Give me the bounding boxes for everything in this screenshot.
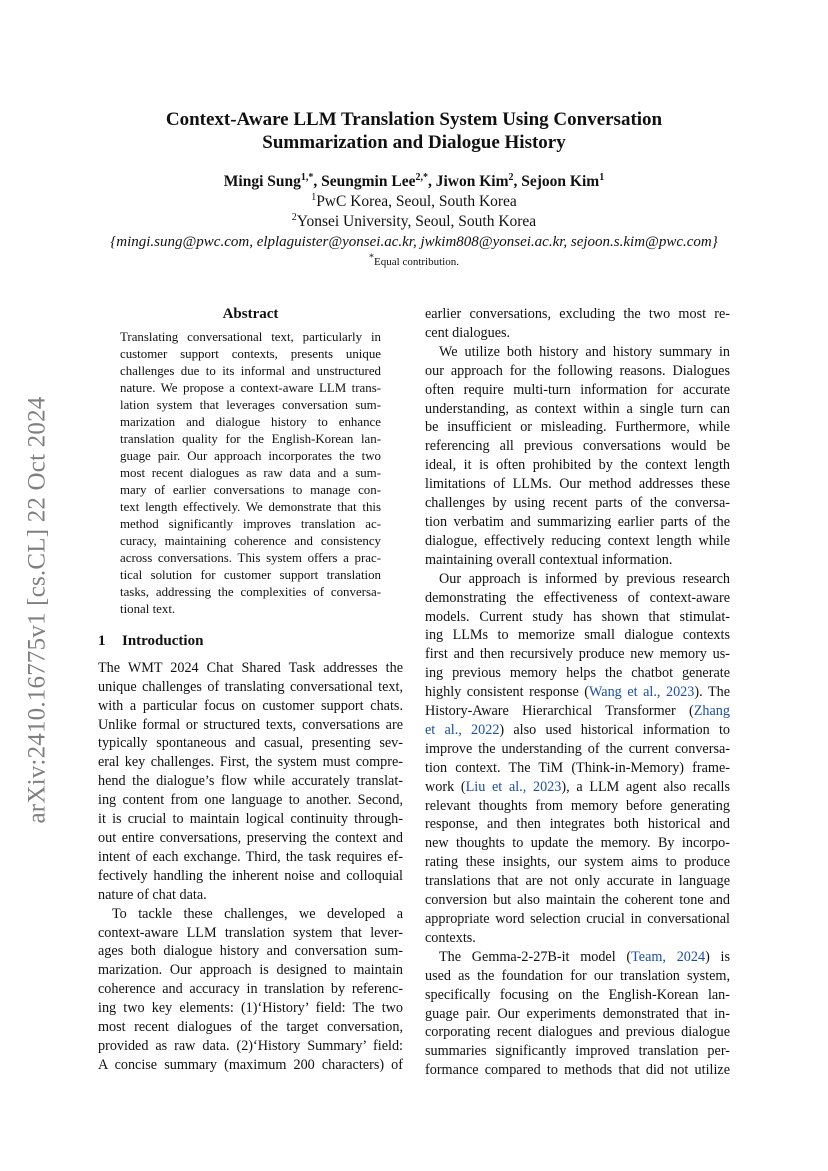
text-line: rating these insights, our system aims to produce [425,854,730,871]
text-line: marization and dialogue history to enhance [120,414,381,429]
text-line: The WMT 2024 Chat Shared Task addresses the [98,659,403,676]
text-line: tion context. The TiM (Think-in-Memory) frame- [425,759,730,776]
text-line: curacy, maintaining coherence and consistency [120,533,381,548]
text-line: translation quality for the English-Korean lan- [120,431,381,446]
text-line: highly consistent response (Wang et al., 2023). The [425,684,730,701]
paragraph [98,659,403,905]
text-line: lation system that leverages conversation sum- [120,397,381,412]
text-line: improve the understanding of the current conversa- [425,740,730,757]
abstract-heading: Abstract [222,306,279,322]
section-title: Introduction [122,632,204,649]
text-line: nature of chat data. [98,886,207,903]
text-line: ing previous memory helps the chatbot generate [425,665,730,682]
text-line: across conversations. This system offers a prac- [120,550,381,565]
text-line: limitations of LLMs. Our method addresses these [425,476,730,493]
right-column [425,305,730,1080]
text-line: demonstrating the effectiveness of context-aware [425,589,730,606]
text-line: method significantly improves translation ac- [120,516,381,531]
paragraph [425,570,730,948]
left-column [98,305,403,1075]
section-number: 1 [98,632,106,649]
affiliation-2: $^2$Yonsei University, Seoul, South Korea [291,211,537,230]
text-line: fectively handling the inherent noise and colloquial [98,867,403,884]
text-line: summaries significantly improved translation per- [425,1043,730,1060]
text-line: tional text. [120,601,176,616]
text-line: provided as raw data. (2)‘History Summary’ field: [98,1037,403,1054]
text-line: tical solution for customer support translation [120,567,381,582]
text-line: Translating conversational text, particularly in [120,329,381,344]
text-line: response, and then integrates both historical and [425,816,730,833]
text-line: We utilize both history and history summary in [439,343,730,360]
text-line: understanding, as context within a single turn can [425,400,730,417]
text-line: work (Liu et al., 2023), a LLM agent also recalls [425,778,730,795]
text-line: hend the dialogue’s flow while accurately translat- [98,773,403,790]
text-line: ideal, it is often prohibited by the context length [425,457,730,474]
text-line: mary of earlier conversations to manage con- [120,482,381,497]
paragraph [425,343,730,570]
text-line: unique challenges of translating conversational text, [98,678,403,695]
text-line: specifically focusing on the English-Korean lan- [425,986,730,1003]
title-line: Context-Aware LLM Translation System Using Conversation [165,109,663,130]
text-line: first and then recursively produce new memory us- [425,646,730,663]
text-line: intent of each exchange. Third, the task requires ef- [98,848,403,865]
text-line: models. Current study has shown that stimulat- [425,608,730,625]
text-line: earlier conversations, excluding the two most re- [425,306,730,322]
citation-link[interactable]: Team, 2024 [631,948,706,965]
text-line: referencing all previous conversations would be [425,438,730,455]
text-line: text length effectively. We demonstrate that this [120,499,381,514]
text-line: be insufficient or misleading. Furthermore, while [425,419,730,436]
text-line: formance compared to methods that did not utilize [425,1062,730,1079]
text-line: challenges due to its informal and unstructured [120,363,381,378]
text-line: et al., 2022) also used historical information to [425,721,730,738]
text-line: ages both dialogue history and conversation sum- [98,943,403,960]
text-line: Our approach is informed by previous research [439,570,730,587]
text-line: The Gemma-2-27B-it model (Team, 2024) is [439,948,730,965]
citation-link[interactable]: Wang et al., 2023 [589,684,695,701]
text-line: relevant thoughts from memory before generating [425,797,730,814]
text-line: guage pair. Our approach incorporates the two [120,448,381,463]
text-line: context-aware LLM translation system that lever- [98,924,403,941]
text-line: corporating recent dialogues and previous dialogue [425,1024,730,1041]
author-emails[interactable]: {mingi.sung@pwc.com, elplaguister@yonsei.ac.kr, jwkim808@yonsei.ac.kr, sejoon.s.kim@pwc.com} [110,234,718,250]
author-block [60,172,768,270]
text-line: conversion but also maintain the coherent tone and [425,892,730,909]
paragraph [425,948,730,1080]
text-line: dialogue, effectively reducing context length while [425,532,730,549]
text-line: To tackle these challenges, we developed a [112,905,403,922]
text-line: out entire conversations, preserving the context and [98,829,403,846]
citation-link[interactable]: Zhang [693,703,730,720]
text-line: tasks, addressing the complexities of conversa- [120,584,381,599]
text-line: with a particular focus on customer support chats. [98,697,403,714]
text-line: A concise summary (maximum 200 characters) of [98,1056,403,1073]
citation-link[interactable]: et al., 2022 [425,721,500,738]
author-names: Mingi Sung$^{1,*}$, Seungmin Lee$^{2,*}$, Jiwon Kim$^2$, Sejoon Kim$^1$ [223,171,605,190]
citation-link[interactable]: Liu et al., 2023 [465,778,562,795]
text-line: customer support contexts, presents unique [120,346,381,361]
text-line: guage pair. Our experiments demonstrated that in- [425,1005,730,1022]
text-line: maintaining overall contextual information. [425,551,673,568]
text-line: tion verbatim and summarizing earlier parts of the [425,513,730,530]
equal-contribution-note: *Equal contribution. [369,252,459,268]
text-line: new thoughts to update the memory. By incorpo- [425,835,730,852]
text-line: eral key challenges. First, the system must compre- [98,754,403,771]
title-line: Summarization and Dialogue History [262,132,566,153]
text-line: cent dialogues. [425,324,511,341]
text-line: contexts. [425,929,476,946]
text-line: translations that are not only accurate in language [425,873,730,890]
text-line: typically spontaneous and casual, presenting sev- [98,735,403,752]
text-line: History-Aware Hierarchical Transformer (Zhang [425,703,730,720]
text-line: used as the foundation for our translation system, [425,967,730,984]
text-line: often require multi-turn information for accurate [425,381,730,398]
paper-title [100,108,728,154]
text-line: marization. Our approach is designed to maintain [98,962,403,979]
paragraph [425,305,730,343]
text-line: ing LLMs to memorize small dialogue contexts [425,627,730,644]
text-line: nature. We propose a context-aware LLM trans- [120,380,381,395]
paragraph [98,905,403,1075]
text-line: coherence and accuracy in translation by referenc- [98,981,403,998]
text-line: appropriate word selection crucial in conversational [425,911,730,927]
abstract-text [120,329,381,618]
text-line: Unlike formal or structured texts, conversations are [98,716,403,733]
section-heading-introduction [98,632,403,651]
affiliation-1: $^1$PwC Korea, Seoul, South Korea [311,191,517,210]
text-line: most recent dialogues as raw data and a sum- [120,465,381,480]
text-line: it is crucial to maintain logical continuity through- [98,811,403,828]
text-line: ing content from one language to another. Second, [98,792,403,809]
text-line: most recent dialogues of the target conversation, [98,1019,403,1036]
text-line: challenges by using recent parts of the conversa- [425,495,730,512]
text-line: ing two key elements: (1)‘History’ field: The two [98,1000,403,1017]
text-line: our approach for the following reasons. Dialogues [425,362,730,379]
arxiv-stamp: arXiv:2410.16775v1 [cs.CL] 22 Oct 2024 [23,396,50,824]
